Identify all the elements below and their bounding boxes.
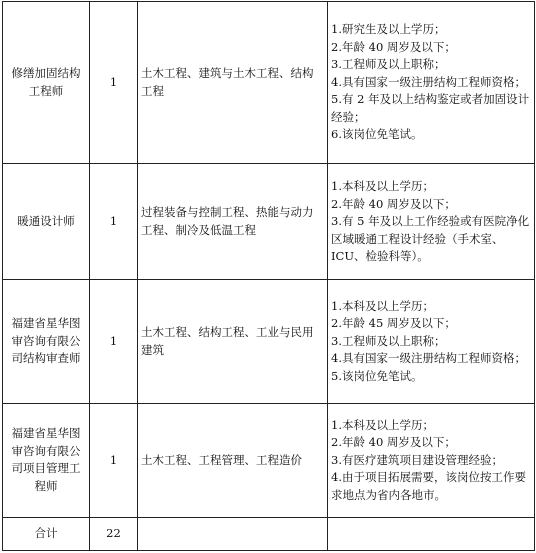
position-cell: 修缮加固结构工程师 — [3, 2, 90, 164]
total-row — [3, 517, 535, 550]
requirement-item: 3.有 5 年及以上工作经验或有医院净化区域暖通工程设计经验（手术室、ICU、检验科等）。 — [331, 214, 530, 264]
requirement-item: 4.由于项目拓展需要，该岗位按工作要求地点为省内各地市。 — [331, 470, 526, 502]
total-count: 22 — [90, 517, 138, 550]
majors-cell: 过程装备与控制工程、热能与动力工程、制冷及低温工程 — [138, 164, 328, 280]
empty-cell — [328, 517, 535, 550]
majors-cell: 土木工程、结构工程、工业与民用建筑 — [138, 280, 328, 403]
position-cell: 暖通设计师 — [3, 164, 90, 280]
count-cell: 1 — [90, 403, 138, 517]
count-cell: 1 — [90, 280, 138, 403]
position-cell: 福建省星华图审咨询有限公司结构审查师 — [3, 280, 90, 403]
requirement-item: 5.有 2 年及以上结构鉴定或者加固设计经验； — [331, 92, 530, 124]
requirement-item: 3.工程师及以上职称； — [331, 333, 446, 348]
table-row — [3, 403, 535, 517]
requirement-item: 6.该岗位免笔试。 — [331, 127, 423, 142]
requirement-item: 2.年龄 45 周岁及以下； — [331, 316, 456, 331]
table-row — [3, 164, 535, 280]
requirement-item: 3.有医疗建筑项目建设管理经验； — [331, 452, 503, 467]
position-cell: 福建省星华图审咨询有限公司项目管理工程师 — [3, 403, 90, 517]
total-label: 合计 — [3, 517, 90, 550]
requirement-item: 2.年龄 40 周岁及以下； — [331, 39, 456, 54]
empty-cell — [138, 517, 328, 550]
requirements-cell — [328, 403, 535, 517]
requirements-cell — [328, 164, 535, 280]
majors-cell: 土木工程、建筑与土木工程、结构工程 — [138, 2, 328, 164]
requirement-item: 1.本科及以上学历； — [331, 179, 434, 194]
table-row — [3, 280, 535, 403]
count-cell: 1 — [90, 2, 138, 164]
requirements-cell — [328, 280, 535, 403]
count-cell: 1 — [90, 164, 138, 280]
requirement-item: 3.工程师及以上职称； — [331, 57, 446, 72]
table-row — [3, 2, 535, 164]
requirement-item: 1.本科及以上学历； — [331, 298, 434, 313]
requirement-item: 2.年龄 40 周岁及以下； — [331, 196, 456, 211]
requirement-item: 1.研究生及以上学历； — [331, 22, 446, 37]
requirements-cell — [328, 2, 535, 164]
requirement-item: 4.具有国家一级注册结构工程师资格； — [331, 74, 526, 89]
majors-cell: 土木工程、工程管理、工程造价 — [138, 403, 328, 517]
requirement-item: 5.该岗位免笔试。 — [331, 368, 423, 383]
requirement-item: 1.本科及以上学历； — [331, 417, 434, 432]
recruitment-table — [2, 1, 535, 551]
requirement-item: 2.年龄 40 周岁及以下； — [331, 435, 456, 450]
requirement-item: 4.具有国家一级注册结构工程师资格； — [331, 351, 526, 366]
